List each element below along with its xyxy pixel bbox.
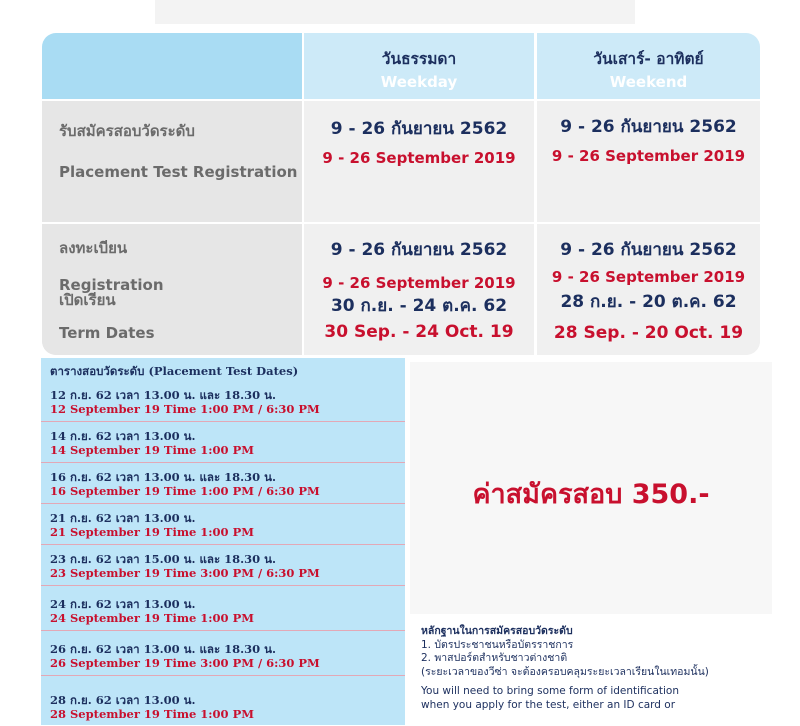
- header-weekday-english: Weekday: [380, 73, 458, 91]
- date-thai: 9 - 26 กันยายน 2562: [330, 119, 508, 139]
- date-thai: 12 ก.ย. 62 เวลา 13.00 น. และ 18.30 น.: [50, 388, 277, 402]
- header-weekend-english: Weekend: [609, 73, 688, 91]
- header-weekday-thai: วันธรรมดา: [381, 50, 457, 68]
- requirements-item: 2. พาสปอร์ตสำหรับชาวต่างชาติ: [421, 652, 568, 664]
- row-placement-registration-weekday: [304, 101, 534, 222]
- row-term-dates-label: [42, 291, 302, 355]
- row-label-thai: รับสมัครสอบวัดระดับ: [59, 122, 195, 140]
- list-item: [41, 686, 405, 726]
- date-thai: 21 ก.ย. 62 เวลา 13.00 น.: [50, 511, 196, 525]
- date-thai: 9 - 26 กันยายน 2562: [330, 240, 508, 260]
- date-thai: 24 ก.ย. 62 เวลา 13.00 น.: [50, 597, 196, 611]
- date-english: 24 September 19 Time 1:00 PM: [50, 611, 254, 625]
- date-english: 9 - 26 September 2019: [551, 268, 746, 286]
- list-item: [41, 504, 405, 545]
- date-english: 28 September 19 Time 1:00 PM: [50, 707, 254, 721]
- date-english: 9 - 26 September 2019: [322, 149, 516, 167]
- list-item: [41, 590, 405, 631]
- header-weekend-thai: วันเสาร์- อาทิตย์: [593, 50, 704, 68]
- date-thai: 9 - 26 กันยายน 2562: [560, 117, 737, 137]
- row-label-english: Placement Test Registration: [59, 163, 298, 181]
- row-label-thai: ลงทะเบียน: [59, 239, 128, 257]
- list-item: [41, 463, 405, 504]
- list-item: [41, 635, 405, 676]
- date-english: 28 Sep. - 20 Oct. 19: [553, 323, 744, 343]
- date-thai: 23 ก.ย. 62 เวลา 15.00 น. และ 18.30 น.: [50, 552, 277, 566]
- requirements-item: (ระยะเวลาของวีซ่า จะต้องครอบคลุมระยะเวลาเรียนในเทอมนั้น): [421, 665, 709, 678]
- date-english: 9 - 26 September 2019: [551, 147, 746, 165]
- date-english: 12 September 19 Time 1:00 PM / 6:30 PM: [50, 402, 320, 416]
- requirements-english-line: You will need to bring some form of identification: [421, 685, 679, 697]
- date-thai: 26 ก.ย. 62 เวลา 13.00 น. และ 18.30 น.: [50, 642, 277, 656]
- list-item: [41, 381, 405, 422]
- header-weekday: [304, 33, 534, 99]
- header-weekend: [537, 33, 760, 99]
- requirements-heading: หลักฐานในการสมัครสอบวัดระดับ: [421, 625, 573, 637]
- date-english: 21 September 19 Time 1:00 PM: [50, 525, 254, 539]
- date-english: 14 September 19 Time 1:00 PM: [50, 443, 254, 457]
- row-placement-registration-label: [42, 101, 302, 222]
- requirements-english-line: when you apply for the test, either an ID card or: [421, 698, 676, 711]
- requirements-section: [421, 625, 791, 712]
- placement-test-dates-title: ตารางสอบวัดระดับ (Placement Test Dates): [50, 364, 299, 378]
- row-label-english: Term Dates: [59, 324, 155, 342]
- date-thai: 14 ก.ย. 62 เวลา 13.00 น.: [50, 429, 196, 443]
- list-item: [41, 545, 405, 586]
- row-placement-registration-weekend: [537, 101, 760, 222]
- date-english: 9 - 26 September 2019: [322, 274, 516, 292]
- fee-panel: [410, 362, 772, 614]
- list-item: [41, 422, 405, 463]
- row-term-dates-weekday: [304, 296, 534, 355]
- date-english: 23 September 19 Time 3:00 PM / 6:30 PM: [50, 566, 320, 580]
- row-label-english: Registration: [59, 276, 164, 294]
- row-term-dates-weekend: [537, 292, 760, 355]
- date-thai: 28 ก.ย. - 20 ต.ค. 62: [560, 292, 737, 312]
- fee-text: ค่าสมัครสอบ 350.-: [472, 479, 710, 510]
- date-english: 26 September 19 Time 3:00 PM / 6:30 PM: [50, 656, 320, 670]
- date-english: 16 September 19 Time 1:00 PM / 6:30 PM: [50, 484, 320, 498]
- date-english: 30 Sep. - 24 Oct. 19: [324, 322, 514, 342]
- schedule-table: [42, 33, 760, 355]
- header-corner: [42, 33, 302, 99]
- top-banner-strip: [155, 0, 635, 24]
- row-label-thai: เปิดเรียน: [59, 291, 116, 309]
- placement-test-dates-panel: [41, 358, 405, 725]
- date-thai: 28 ก.ย. 62 เวลา 13.00 น.: [50, 693, 196, 707]
- date-thai: 16 ก.ย. 62 เวลา 13.00 น. และ 18.30 น.: [50, 470, 277, 484]
- date-thai: 9 - 26 กันยายน 2562: [560, 240, 737, 260]
- date-thai: 30 ก.ย. - 24 ต.ค. 62: [330, 296, 508, 316]
- requirements-item: 1. บัตรประชาชนหรือบัตรราชการ: [421, 638, 574, 651]
